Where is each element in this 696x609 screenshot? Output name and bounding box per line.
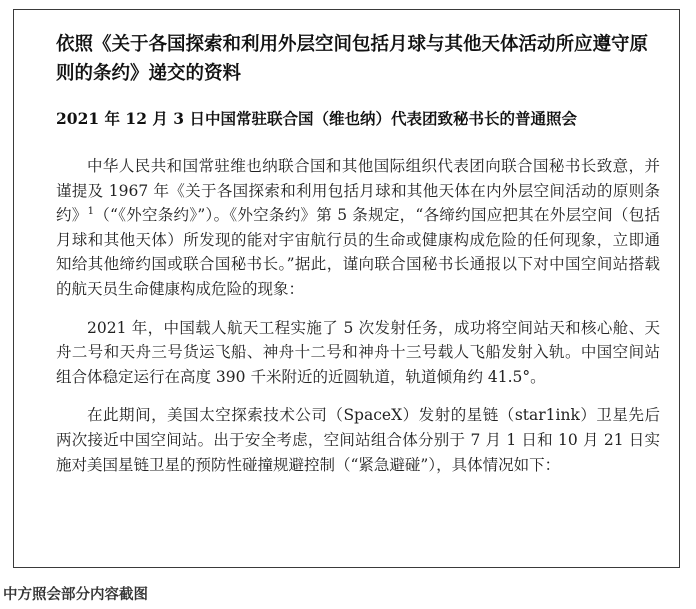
document-body xyxy=(56,30,660,477)
paragraph-1 xyxy=(56,154,660,302)
image-caption: 中方照会部分内容截图 xyxy=(3,587,148,603)
paragraph-2: 2021 年，中国载人航天工程实施了 5 次发射任务，成功将空间站天和核心舱、天舟二号和天舟三号货运飞船、神舟十二号和神舟十三号载人飞船发射入轨。中国空间站组合体稳定运行在高度 390 千米附近的近圆轨道，轨道倾角约 41.5°。 xyxy=(56,318,660,386)
paragraph-1-text-b: （“《外空条约》”）。《外空条约》第 5 条规定，“各缔约国应把其在外层空间（包括月球和其他天体）所发现的能对宇宙航行员的生命或健康构成危险的任何现象，立即通知给其他缔约国或联合国秘书长。”据此，谨向联合国秘书长通报以下对中国空间站搭载的航天员生命健康构成危险的现象： xyxy=(56,206,660,298)
document-title: 依照《关于各国探索和利用外层空间包括月球与其他天体活动所应遵守原则的条约》递交的资料 xyxy=(56,34,649,84)
footnote-reference: 1 xyxy=(87,206,94,218)
document-screenshot-frame xyxy=(13,9,680,568)
document-subtitle: 2021 年 12 月 3 日中国常驻联合国（维也纳）代表团致秘书长的普通照会 xyxy=(56,109,577,128)
paragraph-3: 在此期间，美国太空探索技术公司（SpaceX）发射的星链（star1ink）卫星先后两次接近中国空间站。出于安全考虑，空间站组合体分别于 7 月 1 日和 10 月 21 日实施对美国星链卫星的预防性碰撞规避控制（“紧急避碰”），具体情况如下： xyxy=(56,406,660,474)
paragraph-1-text-a: 中华人民共和国常驻维也纳联合国和其他国际组织代表团向联合国秘书长致意，并谨提及 1967 年《关于各国探索和利用包括月球和其他天体在内外层空间活动的原则条约》 xyxy=(56,157,660,225)
